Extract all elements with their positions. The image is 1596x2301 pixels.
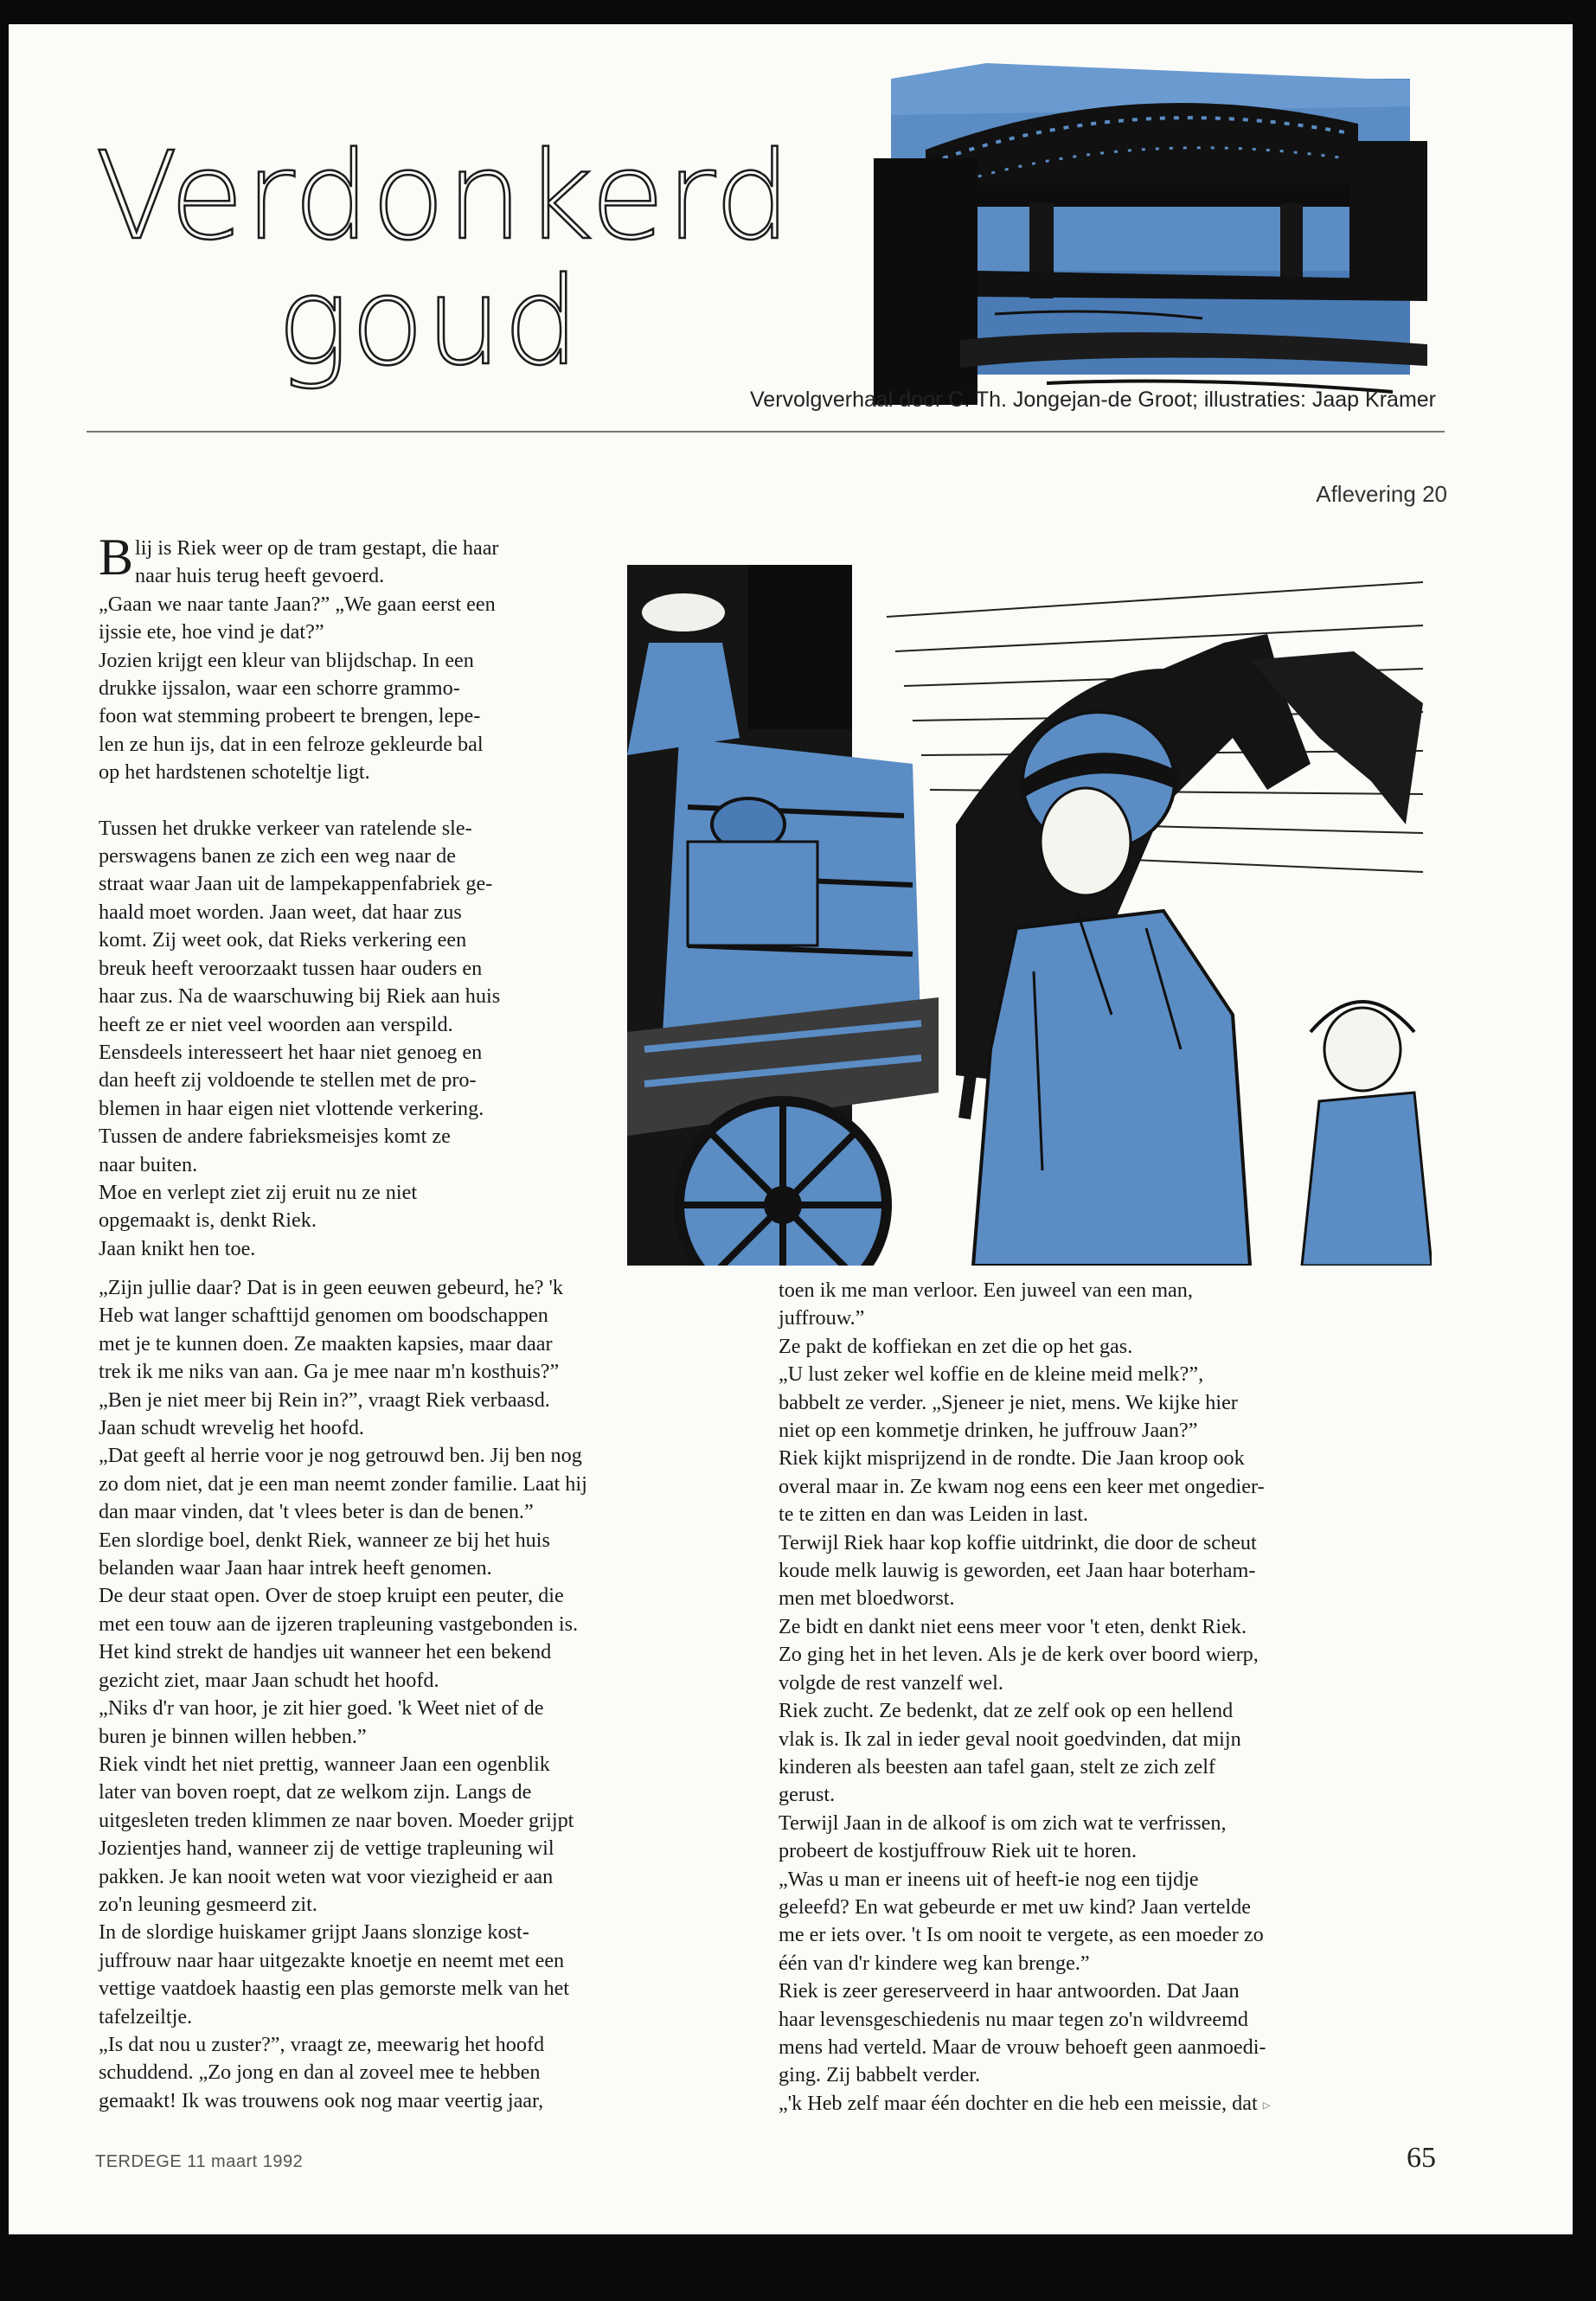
- column-1: [99, 529, 626, 1263]
- header-divider: [87, 431, 1445, 433]
- column-3-body: toen ik me man verloor. Een juweel van een man, juffrouw.” Ze pakt de koffiekan en zet die op het gas. „U lust zeker wel koffie en de kleine meid melk?”, babbelt ze verder. „Sjeneer je niet, mens. We kijke hier niet op een kommetje drinken, he juffrouw Jaan?” Riek kijkt misprijzend in de rondte. Die Jaan kroop ook overal maar in. Ze kwam nog eens een keer met ongedier- te te zitten en dan was Leiden in last. Terwijl Riek haar kop koffie uitdrinkt, die door de scheut koude melk lauwig is geworden, eet Jaan haar boterham- men met bloedworst. Ze bidt en dankt niet eens meer voor 't eten, denkt Riek. Zo ging het in het leven. Als je de kerk over boord wierp, volgde de rest vanzelf wel. Riek zucht. Ze bedenkt, dat ze zelf ook op een hellend vlak is. Ik zal in ieder geval nooit goedvinden, dat mijn kinderen als beesten aan tafel gaan, stelt ze zich zelf gerust. Terwijl Jaan in de alkoof is om zich wat te verfrissen, probeert de kostjuffrouw Riek uit te horen. „Was u man er ineens uit of heeft-ie nog een tijdje geleefd? En wat gebeurde er met uw kind? Jaan vertelde me er iets over. 't Is om nooit te vergete, as een moeder zo één van d'r kindere weg kan brenge.” Riek is zeer gereserveerd in haar antwoorden. Dat Jaan haar levensgeschiedenis nu maar tegen zo'n wildvreemd mens had verteld. Maar de vrouw behoeft geen aanmoedi- ging. Zij babbelt verder. „'k Heb zelf maar één dochter en die heb een meissie, dat: [779, 1279, 1266, 2115]
- episode-label: Aflevering 20: [1316, 481, 1447, 507]
- column-3: [779, 1277, 1436, 2118]
- byline: Vervolgverhaal door C. Th. Jongejan-de Groot; illustraties: Jaap Kramer: [750, 388, 1436, 412]
- title-line-2: goud: [277, 252, 581, 393]
- paragraph-intro: [99, 529, 626, 787]
- publication-footer: TERDEGE 11 maart 1992: [95, 2152, 304, 2171]
- story-illustration: [627, 565, 1432, 1266]
- column-2: [99, 1274, 756, 2115]
- paragraph-1-text: lij is Riek weer op de tram gestapt, die haar naar huis terug heeft gevoerd. „Gaan we naar tante Jaan?” „We gaan eerst een ijssie ete, hoe vind je dat?” Jozien krijgt een kleur van blijdschap. In een drukke ijssalon, waar een schorre grammo- foon wat stemming probeert te brengen, lepe- len ze hun ijs, dat in een felroze gekleurde bal op het hardstenen schoteltje ligt.: [99, 536, 499, 785]
- magazine-page: [9, 24, 1573, 2234]
- page-number: 65: [1407, 2142, 1436, 2174]
- drop-cap: B: [99, 529, 134, 586]
- paragraph-2: Tussen het drukke verkeer van ratelende sle- perswagens banen ze zich een weg naar de straat waar Jaan uit de lampekappenfabriek ge- haald moet worden. Jaan weet, dat haar zus komt. Zij weet ook, dat Rieks verkering een breuk heeft veroorzaakt tussen haar ouders en haar zus. Na de waarschuwing bij Riek aan huis heeft ze er niet veel woorden aan verspild. Eensdeels interesseert het haar niet genoeg en dan heeft zij voldoende te stellen met de pro- blemen in haar eigen niet vlottende verkering. Tussen de andere fabrieksmeisjes komt ze naar buiten. Moe en verlept ziet zij eruit nu ze niet opgemaakt is, denkt Riek. Jaan knikt hen toe.: [99, 816, 501, 1260]
- bridge-illustration: [874, 54, 1427, 405]
- column-2-text: „Zijn jullie daar? Dat is in geen eeuwen gebeurd, he? 'k Heb wat langer schafttijd genomen om boodschappen met je te kunnen doen. Ze maakten kapsies, maar daar trek ik me niks van aan. Ga je mee naar m'n kosthuis?” „Ben je niet meer bij Rein in?”, vraagt Riek verbaasd. Jaan schudt wrevelig het hoofd. „Dat geeft al herrie voor je nog getrouwd ben. Jij ben nog zo dom niet, dat je een man neemt zonder familie. Laat hij dan maar vinden, dat 't vlees beter is dan de benen.” Een slordige boel, denkt Riek, wanneer ze bij het huis belanden waar Jaan haar intrek heeft genomen. De deur staat open. Over de stoep kruipt een peuter, die met een touw aan de ijzeren trapleuning vastgebonden is. Het kind strekt de handjes uit wanneer het een bekend gezicht ziet, maar Jaan schudt het hoofd. „Niks d'r van hoor, je zit hier goed. 'k Weet niet of de buren je binnen willen hebben.” Riek vindt het niet prettig, wanneer Jaan een ogenblik later van boven roept, dat ze welkom zijn. Langs de uitgesleten treden klimmen ze naar boven. Moeder grijpt Jozientjes hand, wanneer zij de vettige trapleuning wil pakken. Je kan nooit weten wat voor viezigheid er aan zo'n leuning gesmeerd zit. In de slordige huiskamer grijpt Jaans slonzige kost- juffrouw naar haar uitgezakte knoetje en neemt met een vettige vaatdoek haastig een plas gemorste melk van het tafelzeiltje. „Is dat nou u zuster?”, vraagt ze, meewarig het hoofd schuddend. „Zo jong en dan al zoveel mee te hebben gemaakt! Ik was trouwens ook nog maar veertig jaar,: [99, 1276, 587, 2112]
- column-3-text: [779, 1277, 1436, 2118]
- title-line-1: Verdonkerd: [95, 126, 792, 267]
- continue-arrow-icon: ▹: [1262, 2095, 1271, 2113]
